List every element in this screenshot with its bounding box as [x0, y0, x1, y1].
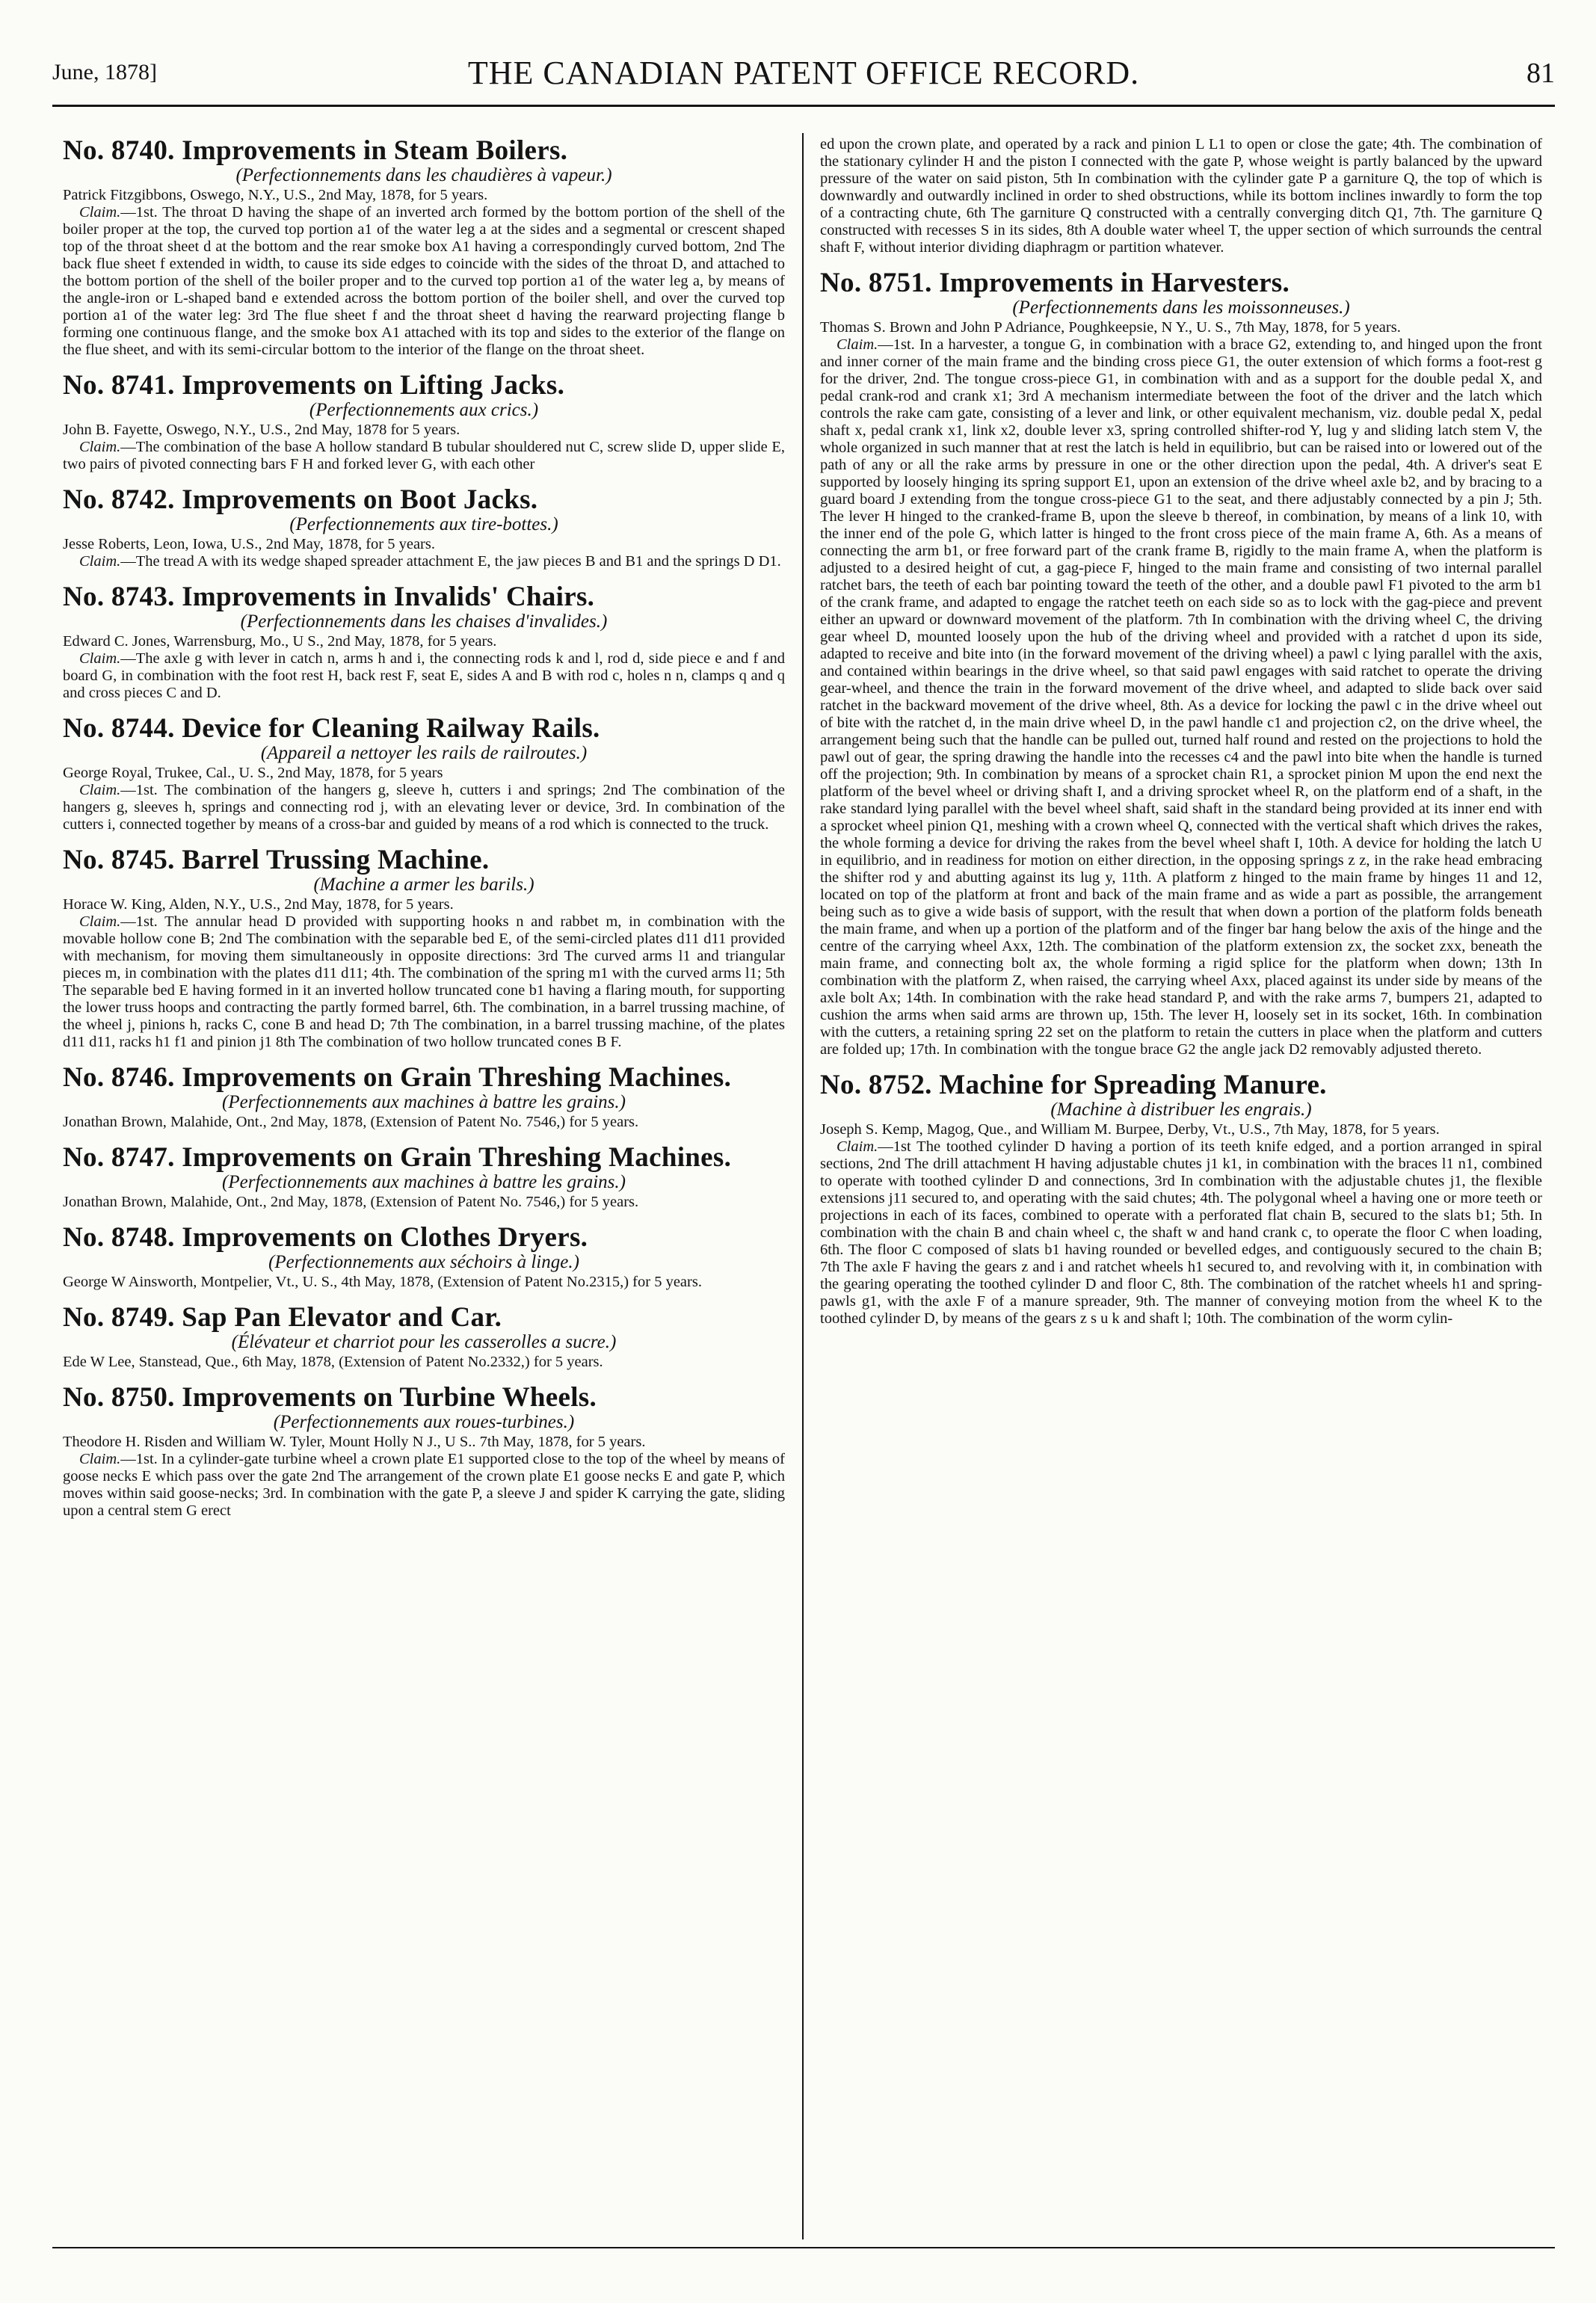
patent-number: No. 8740.: [63, 136, 175, 166]
issue-date: June, 1878]: [52, 60, 157, 84]
patent-title: Machine for Spreading Manure.: [939, 1070, 1327, 1100]
claim-text: [63, 553, 785, 570]
claim-text: [63, 782, 785, 833]
claim-body: —1st. In a harvester, a tongue G, in combination with a brace G2, extending to, and hinged upon the front and inner corner of the main frame and the binding cross piece G1, the outer extension of which forms a foot-rest g for the driver, 2nd. The tongue cross-piece G1, in combination with and as a support for the double pedal X, and pedal crank-rod and crank x1; 3rd A mechanism intermediate between the foot of the driver and the latch which controls the rake cam gate, consisting of a lever and link, or other equivalent mechanism, viz. double pedal X, pedal shaft x, pedal crank x1, link x2, double lever x3, spring controlled shifter-rod Y, lug y and sliding latch stem V, the whole organized in such manner that at rest the latch is held in equilibrio, but can be raised into or lowered out of the path of any or all the rake arms by pressure in one or the other direction upon the pedal, 4th. A driver's seat E supported by loosely hinging its spring support E1, upon an extension of the drive wheel axle b2, and by bracing to a guard board J extending from the tongue cross-piece G1 to the seat, and there adjustably connected by a pin J; 5th. The lever H hinged to the cranked-frame B, upon the sleeve b thereof, in combination, by means of a link 10, with the inner end of the pole G, which latter is hinged to the front cross piece of the main frame A, 6th. As a means of connecting the arm b1, or free forward part of the crank frame B, rigidly to the main frame A, when the platform is adjusted to a desired height of cut, a gag-piece F, hinged to the main frame and consisting of two internal parallel ratchet bars, the teeth of each bar pointing toward the teeth of the other, and a double pawl F1 pivoted to the arm b1 of the crank frame, and adapted to engage the ratchet teeth on each side so as to lock with the gag-piece and prevent either an upward or downward movement of the platform. 7th In combination with the driving wheel C, the driving gear wheel D, mounted loosely upon the hub of the driving wheel and provided with a ratchet d upon its side, adapted to receive and bite into (in the forward movement of the driving wheel) a pawl c lying parallel with the axis, and contained within bearings in the drive wheel, so that said pawl engages with said ratchet to operate the driving gear-wheel, and thence the train in the forward movement of the drive wheel, and adapted to slide back over said ratchet in the backward movement of the drive wheel, 8th. As a device for locking the pawl c in the drive wheel out of bite with the ratchet d, in the main drive wheel D, in the pawl handle c1 and projection c2, on the drive wheel, the arrangement being such that the handle can be pulled out, turned half round and rested on the projections to hold the pawl out of gear, the spring drawing the handle into the recesses c4 and the pawl into bite when the handle is turned off the projection; 9th. In combination by means of a sprocket chain R1, a sprocket pinion M upon the end next the platform of the bevel wheel or driving shaft I, and a driving sprocket wheel R, on the platform end of a shaft, in the rake standard lying parallel with the bevel wheel shaft, said shaft in the standard being provided at its inner end with a sprocket wheel pinion Q1, meshing with a crown wheel Q, connected with the vertical shaft which drives the rakes, the whole forming a device for driving the rakes from the bevel wheel shaft I, 10th. A device for holding the latch U in equilibrio, and in readiness for motion on either direction, in the opposing springs z z, in the rake head embracing the shifter rod y and abutting against its lug y, 11th. A platform z hinged to the main frame by hinges 11 and 12, located on top of the platform at front and back of the main frame and as wide a part as possible, the arrangement being such as to give a wide basis of support, with the result that when down a portion of the platform folds beneath the main frame, and when up a portion of the platform and of the finger bar hang below the axis of the hinge and the centre of the carrying wheel Axx, 12th. The combination of the platform extension zx, the socket zxx, beneath the main frame, and connecting bolt ax, the whole forming a rigid splice for the platform when down; 13th In combination with the platform Z, when raised, the carrying wheel Axx, placed against its under side by means of the axle bolt Ax; 14th. In combination with the rake head standard P, and with the rake arms 7, bumpers 21, adapted to cushion the arms when said arms are thrown up, 15th. The lever H, loosely set in its socket, 16th. In combination with the cutters, a retaining spring 22 set on the platform to retain the cutters in place when the platform and cutters are folded up; 17th. In combination with the tongue brace G2 the angle jack D2 removably adjusted thereto.: [820, 336, 1542, 1058]
claim-label: Claim.: [79, 913, 121, 930]
patent-entry: [820, 1070, 1542, 1328]
patent-title: Improvements on Turbine Wheels.: [182, 1382, 597, 1413]
patent-heading: [63, 1063, 785, 1092]
patent-entry: [63, 371, 785, 473]
patentee-line: Thomas S. Brown and John P Adriance, Poughkeepsie, N Y., U. S., 7th May, 1878, for 5 years.: [820, 319, 1401, 336]
patent-french-title: (Perfectionnements dans les moissonneuses.): [1012, 297, 1350, 318]
patent-heading: [63, 1383, 785, 1412]
patent-title: Sap Pan Elevator and Car.: [182, 1302, 502, 1333]
patent-french-title: (Perfectionnements aux crics.): [309, 400, 539, 420]
patent-heading: [63, 1143, 785, 1172]
claim-body: —The combination of the base A hollow standard B tubular shouldered nut C, screw slide D, upper slide E, two pairs of pivoted connecting bars F H and forked lever G, with each other: [63, 439, 785, 472]
claim-body: —1st The toothed cylinder D having a portion of its teeth knife edged, and a portion arranged in spiral sections, 2nd The drill attachment H having adjustable chutes j1 k1, in combination with the braces l1 n1, combined to operate with toothed cylinder D and connections, 3rd In combination with the adjustable chutes j1, the flexible extensions j11 secured to, and operating with the said chutes; 4th. The polygonal wheel a having one or more teeth or projections in each of its faces, combined to operate with a perforated flat chain B, secured to the slats b1; 5th. In combination with the chain B and chain wheel c, the shaft w and hand crank c, to operate the floor C when loading, 6th. The floor C composed of slats b1 having rounded or bevelled edges, and contiguously secured to the chain B; 7th The axle F having the gears z and i and ratchet wheels h1 secured to, and revolving with it, in combination with the gearing operating the toothed cylinder D and floor C, 8th. The combination of the ratchet wheels h1 and spring-pawls g1, with the axle F of a manure spreader, 9th. The manner of conveying motion from the wheel K to the toothed cylinder D, by means of the gears z s u k and shaft l; 10th. The combination of the worm cylin-: [820, 1138, 1542, 1327]
patent-french-title: (Perfectionnements aux roues-turbines.): [273, 1412, 575, 1432]
patent-title: Improvements in Steam Boilers.: [182, 136, 568, 166]
claim-text: [820, 336, 1542, 1058]
patent-title: Improvements on Boot Jacks.: [182, 484, 538, 515]
patent-heading: [63, 714, 785, 743]
patent-heading: [63, 1223, 785, 1252]
patentee-line: George Royal, Trukee, Cal., U. S., 2nd May, 1878, for 5 years: [63, 765, 443, 781]
patent-title: Improvements in Invalids' Chairs.: [182, 582, 595, 612]
patent-heading: [63, 371, 785, 400]
patent-entry: [820, 136, 1542, 256]
patent-entry: [63, 1303, 785, 1371]
patent-entry: [63, 1063, 785, 1131]
patentee-line: John B. Fayette, Oswego, N.Y., U.S., 2nd May, 1878 for 5 years.: [63, 422, 460, 438]
patentee-line: Edward C. Jones, Warrensburg, Mo., U S., 2nd May, 1878, for 5 years.: [63, 633, 497, 650]
page-header: [52, 54, 1555, 99]
patent-number: No. 8752.: [820, 1070, 932, 1100]
claim-body: —1st. The combination of the hangers g, sleeve h, cutters i and springs; 2nd The combination of the hangers g, sleeves h, springs and connecting rod j, with an elevating lever or device, 3rd. In combination of the cutters i, connected together by means of a cross-bar and guided by means of a rod which is connected to the truck.: [63, 782, 785, 833]
patent-title: Improvements on Clothes Dryers.: [182, 1222, 588, 1253]
patent-title: Improvements on Grain Threshing Machines.: [182, 1142, 732, 1173]
claim-text: [820, 136, 1542, 256]
patent-number: No. 8744.: [63, 713, 175, 744]
page-number: 81: [1526, 58, 1555, 89]
claim-label: Claim.: [79, 204, 121, 221]
patent-heading: [63, 1303, 785, 1332]
patent-french-title: (Perfectionnements dans les chaudières à vapeur.): [235, 165, 612, 185]
patentee-line: Jesse Roberts, Leon, Iowa, U.S., 2nd May, 1878, for 5 years.: [63, 536, 435, 552]
patent-french-title: (Perfectionnements aux machines à battre les grains.): [222, 1092, 626, 1112]
patent-entry: [63, 485, 785, 570]
claim-label: Claim.: [79, 650, 121, 667]
footer-rule: [52, 2247, 1555, 2248]
patent-entry: [63, 136, 785, 359]
claim-body: —1st. In a cylinder-gate turbine wheel a crown plate E1 supported close to the top of the wheel by means of goose necks E which pass over the gate 2nd The arrangement of the crown plate E1 goose necks E and gate P, which moves within said goose-necks; 3rd. In combination with the gate P, a sleeve J and spider K carrying the gate, sliding upon a central stem G erect: [63, 1451, 785, 1519]
patent-french-title: (Perfectionnements aux tire-bottes.): [289, 514, 558, 534]
claim-label: Claim.: [79, 553, 121, 570]
claim-body: ed upon the crown plate, and operated by a rack and pinion L L1 to open or close the gate; 4th. The combination of the stationary cylinder H and the piston I connected with the gate P, whose weight is partly balanced by the upward pressure of the water on said piston, 5th In combination with the cylinder gate P a garniture Q, the top of which is downwardly and outwardly inclined in order to shed obstructions, while its bottom inclines inwardly to form the top of a contracting chute, 6th The garniture Q constructed with a centrally converging ditch Q1, 7th. The garniture Q constructed with recesses S in its sides, 8th A double water wheel T, the upper section of which surrounds the central shaft F, without interior dividing diaphragm or partition whatever.: [820, 136, 1542, 256]
patent-number: No. 8749.: [63, 1302, 175, 1333]
claim-body: —The axle g with lever in catch n, arms h and i, the connecting rods k and l, rod d, side piece e and f and board G, in combination with the foot rest H, back rest F, seat E, sides A and B with rod c, holes n n, clamps q and q and cross pieces C and D.: [63, 650, 785, 701]
patent-entry: [63, 1223, 785, 1291]
claim-text: [63, 204, 785, 359]
patent-entry: [63, 1143, 785, 1211]
patent-number: No. 8743.: [63, 582, 175, 612]
claim-text: [63, 1451, 785, 1520]
patentee-line: Jonathan Brown, Malahide, Ont., 2nd May, 1878, (Extension of Patent No. 7546,) for 5 years.: [63, 1194, 639, 1210]
left-column: [63, 136, 785, 2239]
patentee-line: Patrick Fitzgibbons, Oswego, N.Y., U.S., 2nd May, 1878, for 5 years.: [63, 187, 488, 203]
claim-label: Claim.: [79, 439, 121, 455]
patent-title: Improvements on Grain Threshing Machines.: [182, 1062, 732, 1093]
journal-title: THE CANADIAN PATENT OFFICE RECORD.: [467, 55, 1140, 91]
claim-body: —1st. The throat D having the shape of an inverted arch formed by the bottom portion of the shell of the boiler proper at the top, the curved top portion a1 of the water leg a at the sides and a segmental or crescent shaped top of the throat sheet d at the bottom and the rear smoke box A1 having a correspondingly curved bottom, 2nd The back flue sheet f extended in width, to cause its side edges to coincide with the sides of the throat D, and attached to the bottom portion of the shell of the boiler proper and to the curved top portion a1 of the water leg a, by means of the angle-iron or L-shaped band e extended across the bottom portion of the boiler shell, and over the curved top portion a1 of the water leg: 3rd The flue sheet f and the throat sheet d having the rearward projecting flange b forming one continuous flange, and the smoke box A1 attached with its top and sides to the exterior of the flange on the flue sheet, and with its semi-circular bottom to the interior of the flange on the throat sheet.: [63, 204, 785, 358]
patent-heading: [63, 485, 785, 514]
patent-number: No. 8751.: [820, 268, 932, 298]
header-rule: [52, 105, 1555, 107]
patent-title: Barrel Trussing Machine.: [182, 845, 490, 875]
patent-heading: [63, 136, 785, 165]
patent-title: Improvements on Lifting Jacks.: [182, 370, 565, 401]
claim-text: [63, 439, 785, 473]
patent-entry: [63, 582, 785, 702]
column-divider: [802, 133, 804, 2239]
patent-number: No. 8745.: [63, 845, 175, 875]
claim-label: Claim.: [79, 1451, 121, 1467]
patent-heading: [63, 845, 785, 875]
patent-french-title: (Appareil a nettoyer les rails de railroutes.): [260, 743, 588, 763]
patent-french-title: (Perfectionnements aux machines à battre les grains.): [222, 1172, 626, 1192]
patent-number: No. 8741.: [63, 370, 175, 401]
patent-entry: [820, 268, 1542, 1058]
patent-number: No. 8747.: [63, 1142, 175, 1173]
patent-french-title: (Perfectionnements aux séchoirs à linge.): [268, 1252, 579, 1272]
claim-text: [63, 913, 785, 1051]
right-column: [820, 136, 1542, 2239]
patentee-line: George W Ainsworth, Montpelier, Vt., U. S., 4th May, 1878, (Extension of Patent No.2315,) for 5 years.: [63, 1274, 702, 1290]
claim-body: —1st. The annular head D provided with supporting hooks n and rabbet m, in combination with the movable hollow cone B; 2nd The combination with the separable bed E, of the semi-circled plates d11 d11 provided with mechanism, for moving them simultaneously in opposite directions: 3rd The curved arms l1 and triangular pieces m, in combination with the plates d11 d11; 4th. The combination of the spring m1 with the curved arms l1; 5th The separable bed E having formed in it an inverted hollow truncated cone b1 having a flaring mouth, for supporting the lower truss hoops and contracting the partly formed barrel, 6th. The combination, in a barrel trussing machine, of the wheel j, pinions h, racks C, cone B and head D; 7th The combination, in a barrel trussing machine, of the plates d11 d11, racks h1 f1 and pinion j1 8th The combination of two hollow truncated cones B F.: [63, 913, 785, 1050]
patentee-line: Horace W. King, Alden, N.Y., U.S., 2nd May, 1878, for 5 years.: [63, 896, 454, 913]
patentee-line: Ede W Lee, Stanstead, Que., 6th May, 1878, (Extension of Patent No.2332,) for 5 years.: [63, 1354, 603, 1370]
patent-entry: [63, 1383, 785, 1520]
patent-entry: [63, 714, 785, 833]
patentee-line: Theodore H. Risden and William W. Tyler, Mount Holly N J., U S.. 7th May, 1878, for 5 years.: [63, 1434, 646, 1450]
patent-heading: [63, 582, 785, 611]
claim-label: Claim.: [836, 336, 878, 353]
claim-text: [820, 1138, 1542, 1328]
claim-text: [63, 650, 785, 702]
patent-number: No. 8750.: [63, 1382, 175, 1413]
claim-label: Claim.: [79, 782, 121, 798]
patent-entry: [63, 845, 785, 1051]
claim-body: —The tread A with its wedge shaped spreader attachment E, the jaw pieces B and B1 and the springs D D1.: [120, 553, 781, 570]
patentee-line: Joseph S. Kemp, Magog, Que., and William M. Burpee, Derby, Vt., U.S., 7th May, 1878, for 5 years.: [820, 1121, 1440, 1138]
patent-heading: [820, 1070, 1542, 1100]
patent-number: No. 8748.: [63, 1222, 175, 1253]
patent-heading: [820, 268, 1542, 297]
patent-number: No. 8746.: [63, 1062, 175, 1093]
patent-french-title: (Élévateur et charriot pour les casserolles a sucre.): [231, 1332, 617, 1352]
patentee-line: Jonathan Brown, Malahide, Ont., 2nd May, 1878, (Extension of Patent No. 7546,) for 5 years.: [63, 1114, 639, 1130]
patent-title: Device for Cleaning Railway Rails.: [182, 713, 600, 744]
patent-title: Improvements in Harvesters.: [939, 268, 1290, 298]
patent-french-title: (Perfectionnements dans les chaises d'invalides.): [240, 611, 608, 632]
claim-label: Claim.: [836, 1138, 878, 1155]
patent-french-title: (Machine a armer les barils.): [313, 875, 534, 895]
patent-french-title: (Machine à distribuer les engrais.): [1050, 1100, 1312, 1120]
patent-number: No. 8742.: [63, 484, 175, 515]
